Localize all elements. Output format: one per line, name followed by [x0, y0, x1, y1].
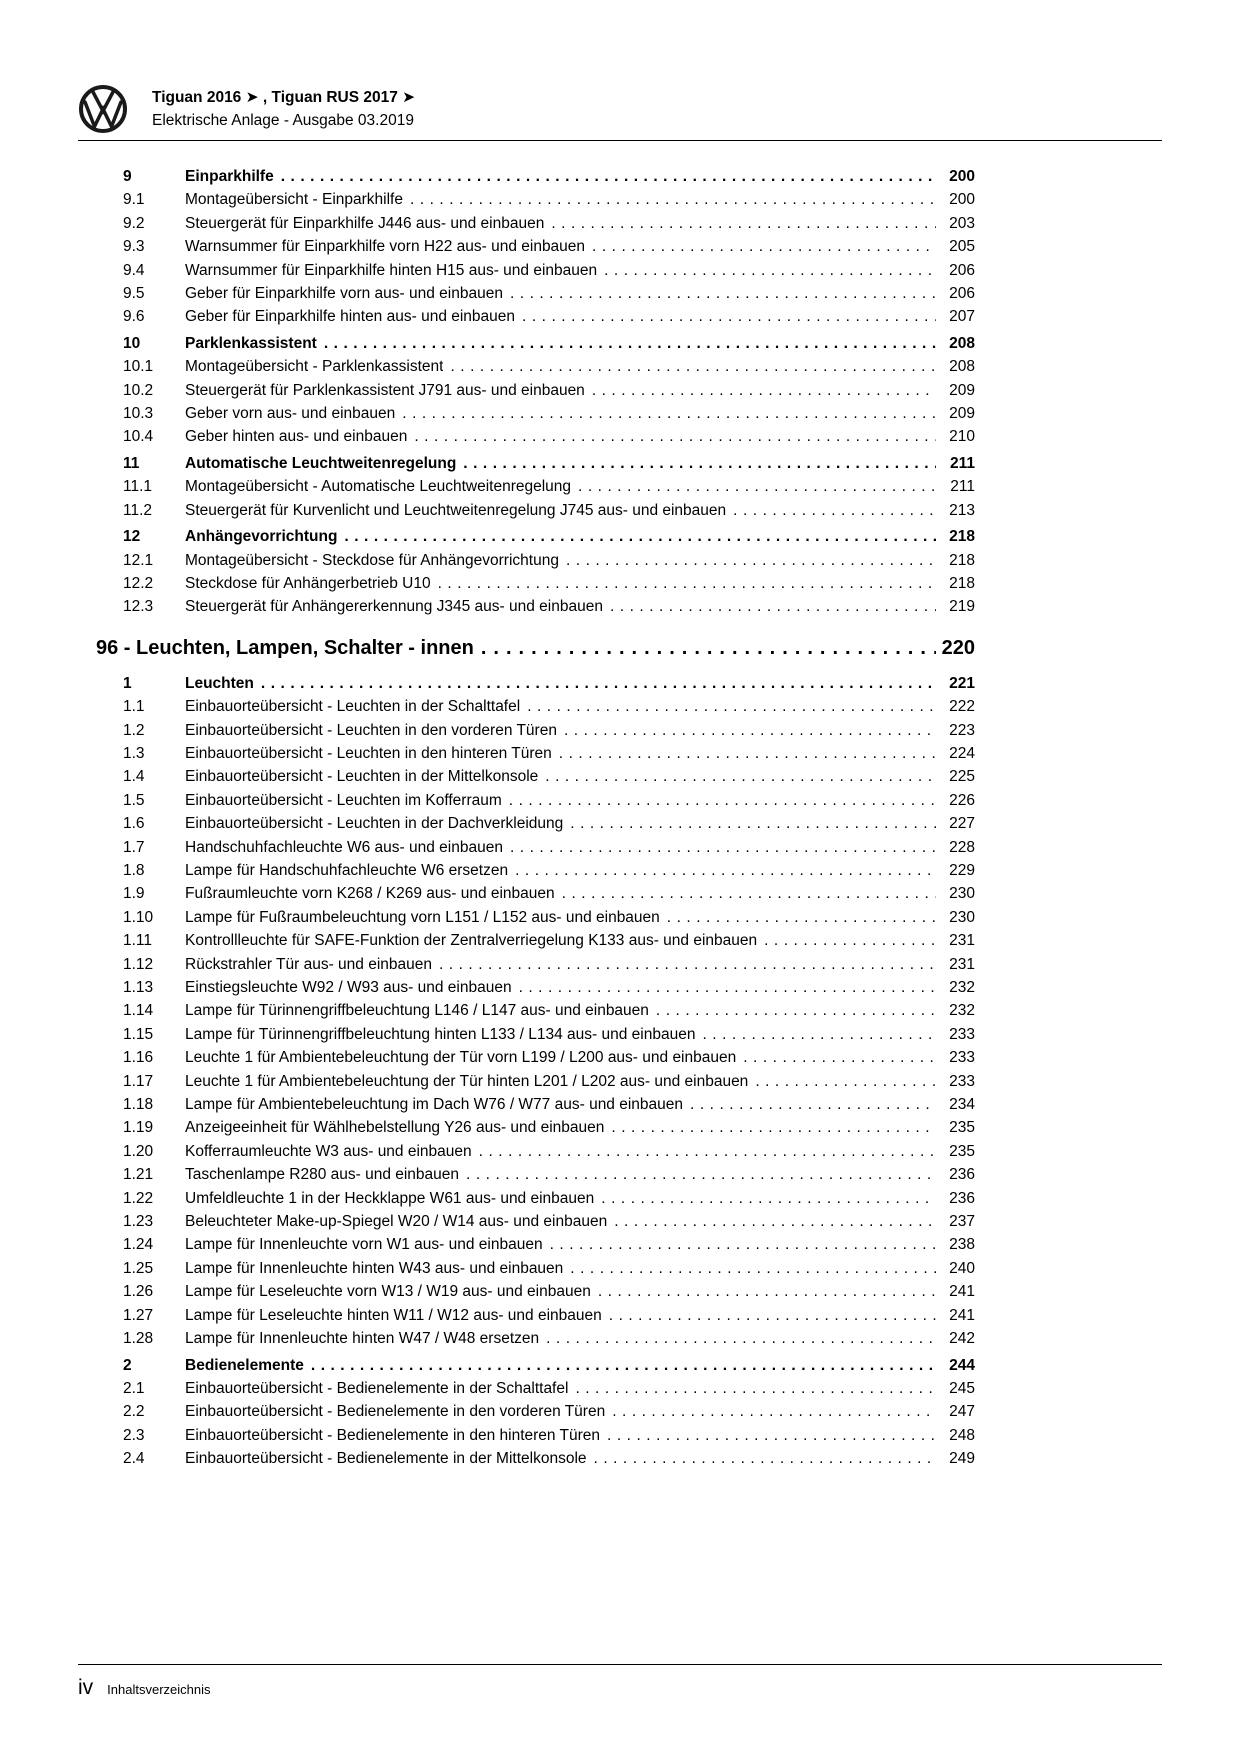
dot-leader — [562, 882, 936, 905]
entry-number: 1.15 — [123, 1025, 154, 1043]
toc-section-entry — [123, 355, 975, 378]
entry-page-number: 203 — [949, 214, 975, 232]
toc-section-entry — [123, 379, 975, 402]
dot-leader — [592, 379, 936, 402]
entry-page-number: 233 — [949, 1025, 975, 1043]
entry-number: 1.3 — [123, 744, 145, 762]
entry-title: Kofferraumleuchte W3 aus- und einbauen — [185, 1142, 472, 1160]
vw-logo-icon — [78, 84, 128, 134]
entry-number: 1.17 — [123, 1072, 154, 1090]
toc-section-entry — [123, 475, 975, 498]
toc-section-entry — [123, 1400, 975, 1423]
dot-leader — [510, 836, 936, 859]
entry-page-number: 208 — [949, 358, 975, 376]
dot-leader — [656, 999, 936, 1022]
entry-number: 1.9 — [123, 885, 145, 903]
entry-page-number: 232 — [949, 1002, 975, 1020]
entry-number: 1.12 — [123, 955, 154, 973]
toc-section-entry — [123, 402, 975, 425]
toc-section-entry — [123, 572, 975, 595]
dot-leader — [607, 1424, 936, 1447]
toc-section-entry — [123, 1187, 975, 1210]
entry-page-number: 200 — [949, 191, 975, 209]
entry-page-number: 236 — [949, 1189, 975, 1207]
entry-number: 12.2 — [123, 574, 154, 592]
entry-number: 1.2 — [123, 721, 145, 739]
dot-leader — [545, 765, 936, 788]
entry-page-number: 209 — [949, 405, 975, 423]
toc-section-entry — [123, 1210, 975, 1233]
entry-page-number: 235 — [949, 1119, 975, 1137]
entry-page-number: 218 — [949, 528, 975, 546]
entry-page-number: 244 — [949, 1356, 975, 1374]
entry-page-number: 205 — [949, 238, 975, 256]
entry-number: 1.10 — [123, 908, 154, 926]
toc-chapter-entry — [123, 672, 975, 695]
entry-page-number: 211 — [950, 478, 975, 496]
entry-number: 10.4 — [123, 428, 154, 446]
entry-number: 2.4 — [123, 1450, 145, 1468]
entry-number: 1.27 — [123, 1306, 154, 1324]
entry-title: Steuergerät für Einparkhilfe J446 aus- und einbauen — [185, 214, 545, 232]
dot-leader — [611, 1116, 936, 1139]
entry-number: 1.26 — [123, 1283, 154, 1301]
entry-number: 1.6 — [123, 815, 145, 833]
entry-page-number: 241 — [949, 1306, 975, 1324]
toc-section-entry — [123, 1280, 975, 1303]
dot-leader — [594, 1447, 936, 1470]
entry-title: Anhängevorrichtung — [185, 528, 338, 546]
entry-page-number: 219 — [949, 598, 975, 616]
toc-section-entry — [123, 1140, 975, 1163]
entry-title: Parklenkassistent — [185, 334, 317, 352]
entry-title: Geber hinten aus- und einbauen — [185, 428, 408, 446]
entry-page-number: 247 — [949, 1403, 975, 1421]
toc-section-entry — [123, 812, 975, 835]
entry-number: 1.18 — [123, 1096, 154, 1114]
entry-page-number: 237 — [949, 1213, 975, 1231]
entry-title: Lampe für Türinnengriffbeleuchtung L146 / L147 aus- und einbauen — [185, 1002, 649, 1020]
toc-section-entry — [123, 719, 975, 742]
entry-page-number: 238 — [949, 1236, 975, 1254]
dot-leader — [598, 1280, 936, 1303]
entry-title: Lampe für Fußraumbeleuchtung vorn L151 / L152 aus- und einbauen — [185, 908, 660, 926]
entry-title: Beleuchteter Make-up-Spiegel W20 / W14 aus- und einbauen — [185, 1213, 608, 1231]
entry-number: 9.1 — [123, 191, 145, 209]
toc-section-entry — [123, 188, 975, 211]
entry-number: 2.2 — [123, 1403, 145, 1421]
entry-number: 1.25 — [123, 1259, 154, 1277]
entry-page-number: 233 — [949, 1072, 975, 1090]
header-model-line: Tiguan 2016 ➤ , Tiguan RUS 2017 ➤ — [152, 89, 416, 106]
entry-page-number: 222 — [949, 698, 975, 716]
entry-number: 11 — [123, 454, 140, 472]
entry-page-number: 225 — [949, 768, 975, 786]
entry-number: 9.2 — [123, 214, 145, 232]
entry-number: 1.24 — [123, 1236, 154, 1254]
entry-number: 10.1 — [123, 358, 154, 376]
toc-chapter-entry — [123, 452, 975, 475]
entry-page-number: 245 — [949, 1379, 975, 1397]
toc-section-entry — [123, 259, 975, 282]
entry-page-number: 208 — [949, 334, 975, 352]
entry-title: Lampe für Leseleuchte hinten W11 / W12 aus- und einbauen — [185, 1306, 602, 1324]
toc-chapter-entry — [123, 332, 975, 355]
toc-section-entry — [123, 882, 975, 905]
dot-leader — [610, 595, 936, 618]
dot-leader — [764, 929, 936, 952]
entry-page-number: 200 — [949, 168, 975, 185]
entry-title: Taschenlampe R280 aus- und einbauen — [185, 1166, 460, 1184]
entry-title: 96 - Leuchten, Lampen, Schalter - innen — [96, 636, 474, 659]
entry-number: 9.3 — [123, 238, 145, 256]
entry-title: Rückstrahler Tür aus- und einbauen — [185, 955, 432, 973]
entry-number: 9.5 — [123, 285, 145, 303]
toc-section-entry — [123, 999, 975, 1022]
dot-leader — [466, 1163, 936, 1186]
entry-title: Kontrollleuchte für SAFE-Funktion der Zentralverriegelung K133 aus- und einbauen — [185, 932, 758, 950]
entry-title: Einbauorteübersicht - Leuchten in den vorderen Türen — [185, 721, 557, 739]
entry-number: 1.20 — [123, 1142, 154, 1160]
entry-title: Lampe für Innenleuchte vorn W1 aus- und einbauen — [185, 1236, 543, 1254]
dot-leader — [515, 859, 936, 882]
entry-title: Einstiegsleuchte W92 / W93 aus- und einbauen — [185, 979, 512, 996]
dot-leader — [667, 906, 936, 929]
dot-leader — [690, 1093, 936, 1116]
toc-section-entry — [123, 1046, 975, 1069]
entry-page-number: 213 — [949, 501, 975, 519]
entry-number: 1.22 — [123, 1189, 154, 1207]
entry-number: 1.8 — [123, 861, 145, 879]
entry-title: Einbauorteübersicht - Leuchten in der Dachverkleidung — [185, 815, 564, 833]
toc-section-entry — [123, 1304, 975, 1327]
toc-section-entry — [123, 499, 975, 522]
entry-title: Einbauorteübersicht - Bedienelemente in der Mittelkonsole — [185, 1450, 587, 1468]
entry-title: Einbauorteübersicht - Leuchten in der Mittelkonsole — [185, 768, 539, 786]
toc-section-entry — [123, 425, 975, 448]
entry-title: Warnsummer für Einparkhilfe vorn H22 aus- und einbauen — [185, 238, 586, 256]
dot-leader — [559, 742, 936, 765]
dot-leader — [604, 259, 936, 282]
dot-leader — [575, 1377, 936, 1400]
entry-number: 2 — [123, 1356, 132, 1374]
toc-section-entry — [123, 765, 975, 788]
entry-number: 9.6 — [123, 308, 145, 326]
entry-page-number: 229 — [949, 861, 975, 879]
dot-leader — [566, 549, 936, 572]
toc-section-entry — [123, 1424, 975, 1447]
entry-number: 1.7 — [123, 838, 145, 856]
entry-title: Montageübersicht - Einparkhilfe — [185, 191, 403, 209]
dot-leader — [609, 1304, 936, 1327]
entry-page-number: 223 — [949, 721, 975, 739]
toc-section-entry — [123, 595, 975, 618]
toc-chapter-entry — [123, 165, 975, 188]
dot-leader — [592, 235, 936, 258]
dot-leader — [570, 812, 936, 835]
entry-number: 9.4 — [123, 261, 145, 279]
entry-number: 1.19 — [123, 1119, 154, 1137]
entry-page-number: 209 — [949, 381, 975, 399]
page-footer — [78, 1664, 1162, 1699]
dot-leader — [410, 188, 936, 211]
dot-leader — [527, 695, 936, 718]
entry-page-number: 231 — [949, 955, 975, 973]
entry-number: 1.21 — [123, 1166, 154, 1184]
dot-leader — [311, 1354, 936, 1377]
entry-number: 1.13 — [123, 979, 154, 996]
dot-leader — [522, 305, 936, 328]
entry-title: Montageübersicht - Parklenkassistent — [185, 358, 444, 376]
entry-number: 1.28 — [123, 1330, 154, 1348]
toc-section-entry — [123, 695, 975, 718]
entry-title: Umfeldleuchte 1 in der Heckklappe W61 aus- und einbauen — [185, 1189, 595, 1207]
dot-leader — [438, 572, 936, 595]
dot-leader — [481, 635, 936, 662]
entry-number: 10.2 — [123, 381, 154, 399]
entry-page-number: 227 — [949, 815, 975, 833]
dot-leader — [519, 976, 936, 999]
entry-page-number: 233 — [949, 1049, 975, 1067]
footer-page-number: iv — [78, 1676, 94, 1699]
entry-page-number: 206 — [949, 261, 975, 279]
toc-section-entry — [123, 1116, 975, 1139]
entry-title: Handschuhfachleuchte W6 aus- und einbauen — [185, 838, 503, 856]
entry-title: Lampe für Ambientebeleuchtung im Dach W76 / W77 aus- und einbauen — [185, 1096, 684, 1114]
dot-leader — [612, 1400, 936, 1423]
entry-page-number: 226 — [949, 791, 975, 809]
toc-section-entry — [123, 235, 975, 258]
toc-section-entry — [123, 953, 975, 976]
toc-section-entry — [123, 1163, 975, 1186]
entry-number: 1 — [123, 674, 132, 692]
entry-page-number: 211 — [949, 454, 975, 472]
dot-leader — [281, 165, 936, 188]
dot-leader — [546, 1327, 936, 1350]
toc-part-heading — [96, 635, 975, 662]
entry-page-number: 235 — [949, 1142, 975, 1160]
entry-number: 1.11 — [123, 932, 153, 950]
entry-title: Automatische Leuchtweitenregelung — [185, 454, 457, 472]
entry-title: Steckdose für Anhängerbetrieb U10 — [185, 574, 431, 592]
entry-title: Einbauorteübersicht - Bedienelemente in den vorderen Türen — [185, 1403, 606, 1421]
entry-title: Leuchte 1 für Ambientebeleuchtung der Tür vorn L199 / L200 aus- und einbauen — [185, 1049, 737, 1067]
dot-leader — [578, 475, 936, 498]
entry-number: 1.14 — [123, 1002, 154, 1020]
entry-number: 2.3 — [123, 1426, 145, 1444]
toc-section-entry — [123, 976, 975, 999]
entry-number: 1.16 — [123, 1049, 154, 1067]
toc-section-entry — [123, 1327, 975, 1350]
entry-page-number: 207 — [949, 308, 975, 326]
toc-section-entry — [123, 305, 975, 328]
toc — [96, 165, 975, 1471]
toc-section-entry — [123, 549, 975, 572]
dot-leader — [450, 355, 936, 378]
entry-page-number: 248 — [949, 1426, 975, 1444]
toc-section-entry — [123, 1447, 975, 1470]
toc-chapter-entry — [123, 1354, 975, 1377]
toc-section-entry — [123, 859, 975, 882]
entry-page-number: 232 — [949, 979, 975, 996]
entry-title: Einbauorteübersicht - Leuchten in der Schalttafel — [185, 698, 521, 716]
entry-title: Geber für Einparkhilfe vorn aus- und einbauen — [185, 285, 503, 303]
page-header — [78, 84, 1162, 141]
entry-title: Lampe für Handschuhfachleuchte W6 ersetzen — [185, 861, 509, 879]
entry-title: Einbauorteübersicht - Leuchten in den hinteren Türen — [185, 744, 552, 762]
dot-leader — [261, 672, 936, 695]
entry-page-number: 230 — [949, 908, 975, 926]
toc-section-entry — [123, 282, 975, 305]
toc-section-entry — [123, 1257, 975, 1280]
entry-number: 10 — [123, 334, 141, 352]
entry-page-number: 249 — [949, 1450, 975, 1468]
entry-number: 11.1 — [123, 478, 153, 496]
entry-number: 1.5 — [123, 791, 145, 809]
toc-section-entry — [123, 929, 975, 952]
entry-page-number: 241 — [949, 1283, 975, 1301]
entry-number: 1.23 — [123, 1213, 154, 1231]
toc-chapter-entry — [123, 525, 975, 548]
toc-section-entry — [123, 836, 975, 859]
entry-title: Leuchte 1 für Ambientebeleuchtung der Tür hinten L201 / L202 aus- und einbauen — [185, 1072, 749, 1090]
entry-page-number: 231 — [949, 932, 975, 950]
dot-leader — [402, 402, 936, 425]
entry-title: Fußraumleuchte vorn K268 / K269 aus- und einbauen — [185, 885, 555, 903]
entry-title: Lampe für Innenleuchte hinten W43 aus- und einbauen — [185, 1259, 564, 1277]
toc-section-entry — [123, 1070, 975, 1093]
entry-number: 12.3 — [123, 598, 154, 616]
dot-leader — [439, 953, 936, 976]
entry-number: 10.3 — [123, 405, 154, 423]
entry-page-number: 210 — [949, 428, 975, 446]
entry-number: 11.2 — [123, 501, 153, 519]
footer-label: Inhaltsverzeichnis — [107, 1682, 211, 1697]
entry-page-number: 228 — [949, 838, 975, 856]
dot-leader — [550, 1233, 936, 1256]
entry-number: 9 — [123, 168, 132, 185]
dot-leader — [601, 1187, 936, 1210]
dot-leader — [743, 1046, 936, 1069]
toc-section-entry — [123, 789, 975, 812]
entry-title: Lampe für Leseleuchte vorn W13 / W19 aus- und einbauen — [185, 1283, 591, 1301]
toc-section-entry — [123, 906, 975, 929]
entry-title: Steuergerät für Anhängererkennung J345 aus- und einbauen — [185, 598, 603, 616]
entry-title: Lampe für Türinnengriffbeleuchtung hinten L133 / L134 aus- und einbauen — [185, 1025, 696, 1043]
dot-leader — [509, 789, 936, 812]
dot-leader — [570, 1257, 936, 1280]
dot-leader — [479, 1140, 936, 1163]
toc-section-entry — [123, 1377, 975, 1400]
entry-title: Anzeigeeinheit für Wählhebelstellung Y26 aus- und einbauen — [185, 1119, 605, 1137]
entry-number: 2.1 — [123, 1379, 145, 1397]
entry-title: Einbauorteübersicht - Bedienelemente in der Schalttafel — [185, 1379, 569, 1397]
entry-page-number: 218 — [949, 551, 975, 569]
entry-page-number: 221 — [949, 674, 975, 692]
entry-page-number: 242 — [949, 1330, 975, 1348]
entry-number: 12 — [123, 528, 141, 546]
toc-section-entry — [123, 1093, 975, 1116]
dot-leader — [551, 212, 936, 235]
entry-number: 1.4 — [123, 768, 145, 786]
dot-leader — [463, 452, 936, 475]
entry-title: Bedienelemente — [185, 1356, 304, 1374]
entry-page-number: 206 — [949, 285, 975, 303]
dot-leader — [564, 719, 936, 742]
dot-leader — [614, 1210, 936, 1233]
entry-title: Einbauorteübersicht - Bedienelemente in den hinteren Türen — [185, 1426, 601, 1444]
dot-leader — [702, 1023, 936, 1046]
header-title-block — [152, 84, 415, 132]
entry-number: 1.1 — [123, 698, 145, 716]
toc-section-entry — [123, 212, 975, 235]
entry-title: Steuergerät für Kurvenlicht und Leuchtweitenregelung J745 aus- und einbauen — [185, 501, 727, 519]
entry-title: Montageübersicht - Automatische Leuchtweitenregelung — [185, 478, 572, 496]
entry-title: Leuchten — [185, 674, 254, 692]
entry-title: Einbauorteübersicht - Leuchten im Kofferraum — [185, 791, 502, 809]
entry-title: Lampe für Innenleuchte hinten W47 / W48 ersetzen — [185, 1330, 540, 1348]
toc-section-entry — [123, 1233, 975, 1256]
entry-page-number: 218 — [949, 574, 975, 592]
entry-title: Steuergerät für Parklenkassistent J791 aus- und einbauen — [185, 381, 585, 399]
dot-leader — [733, 499, 936, 522]
entry-title: Montageübersicht - Steckdose für Anhängevorrichtung — [185, 551, 559, 569]
entry-title: Geber für Einparkhilfe hinten aus- und einbauen — [185, 308, 516, 326]
entry-title: Geber vorn aus- und einbauen — [185, 405, 396, 423]
entry-title: Warnsummer für Einparkhilfe hinten H15 aus- und einbauen — [185, 261, 598, 279]
header-edition-line: Elektrische Anlage - Ausgabe 03.2019 — [152, 112, 414, 129]
dot-leader — [414, 425, 936, 448]
entry-page-number: 234 — [949, 1096, 975, 1114]
dot-leader — [344, 525, 936, 548]
dot-leader — [755, 1070, 936, 1093]
entry-number: 12.1 — [123, 551, 154, 569]
entry-page-number: 230 — [949, 885, 975, 903]
entry-page-number: 220 — [941, 636, 975, 659]
entry-page-number: 236 — [949, 1166, 975, 1184]
entry-page-number: 240 — [949, 1259, 975, 1277]
toc-section-entry — [123, 1023, 975, 1046]
entry-page-number: 224 — [949, 744, 975, 762]
dot-leader — [324, 332, 936, 355]
dot-leader — [510, 282, 936, 305]
entry-title: Einparkhilfe — [185, 168, 274, 185]
toc-section-entry — [123, 742, 975, 765]
